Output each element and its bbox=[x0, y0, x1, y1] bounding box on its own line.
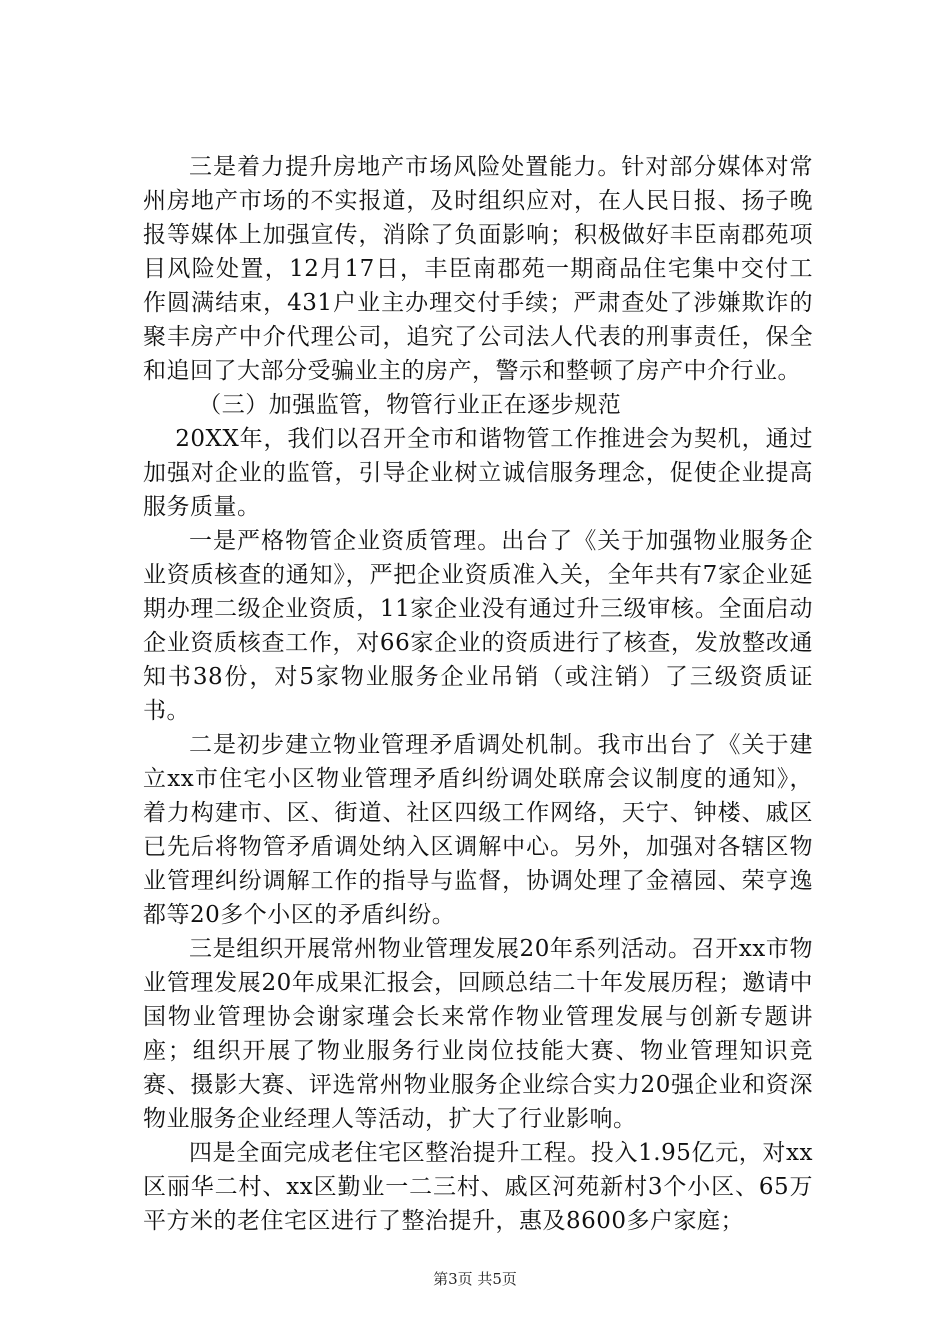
paragraph-anniversary-activities: 三是组织开展常州物业管理发展20年系列活动。召开xx市物业管理发展20年成果汇报会，回顾总结二十年发展历程；邀请中国物业管理协会谢家瑾会长来常作物业管理发展与创新专题讲座；组织开展了物业服务行业岗位技能大赛、物业管理知识竞赛、摄影大赛、评选常州物业服务企业综合实力20强企业和资深物业服务企业经理人等活动，扩大了行业影响。 bbox=[143, 936, 813, 1132]
paragraph-qualification: 一是严格物管企业资质管理。出台了《关于加强物业服务企业资质核查的通知》，严把企业资质准入关，全年共有7家企业延期办理二级企业资质，11家企业没有通过升三级审核。全面启动企业资质核查工作，对66家企业的资质进行了核查，发放整改通知书38份，对5家物业服务企业吊销（或注销）了三级资质证书。 bbox=[143, 528, 813, 724]
section-heading-property-management: （三）加强监管，物管行业正在逐步规范 bbox=[198, 392, 622, 418]
paragraph-dispute-mechanism: 二是初步建立物业管理矛盾调处机制。我市出台了《关于建立xx市住宅小区物业管理矛盾纠纷调处联席会议制度的通知》，着力构建市、区、街道、社区四级工作网络，天宁、钟楼、戚区已先后将物管矛盾调处纳入区调解中心。另外，加强对各辖区物业管理纠纷调解工作的指导与监督，协调处理了金禧园、荣亨逸都等20多个小区的矛盾纠纷。 bbox=[143, 732, 813, 928]
paragraph-intro: 20XX年，我们以召开全市和谐物管工作推进会为契机，通过加强对企业的监管，引导企业树立诚信服务理念，促使企业提高服务质量。 bbox=[143, 426, 813, 520]
paragraph-market-risk: 三是着力提升房地产市场风险处置能力。针对部分媒体对常州房地产市场的不实报道，及时组织应对，在人民日报、扬子晚报等媒体上加强宣传，消除了负面影响；积极做好丰臣南郡苑项目风险处置，12月17日，丰臣南郡苑一期商品住宅集中交付工作圆满结束，431户业主办理交付手续；严肃查处了涉嫌欺诈的聚丰房产中介代理公司，追究了公司法人代表的刑事责任，保全和追回了大部分受骗业主的房产，警示和整顿了房产中介行业。 bbox=[143, 154, 813, 384]
document-body bbox=[143, 150, 813, 1238]
paragraph-renovation: 四是全面完成老住宅区整治提升工程。投入1.95亿元，对xx区丽华二村、xx区勤业一二三村、戚区河苑新村3个小区、65万平方米的老住宅区进行了整治提升，惠及8600多户家庭； bbox=[143, 1140, 813, 1234]
page-number: 第3页 共5页 bbox=[433, 1270, 517, 1288]
